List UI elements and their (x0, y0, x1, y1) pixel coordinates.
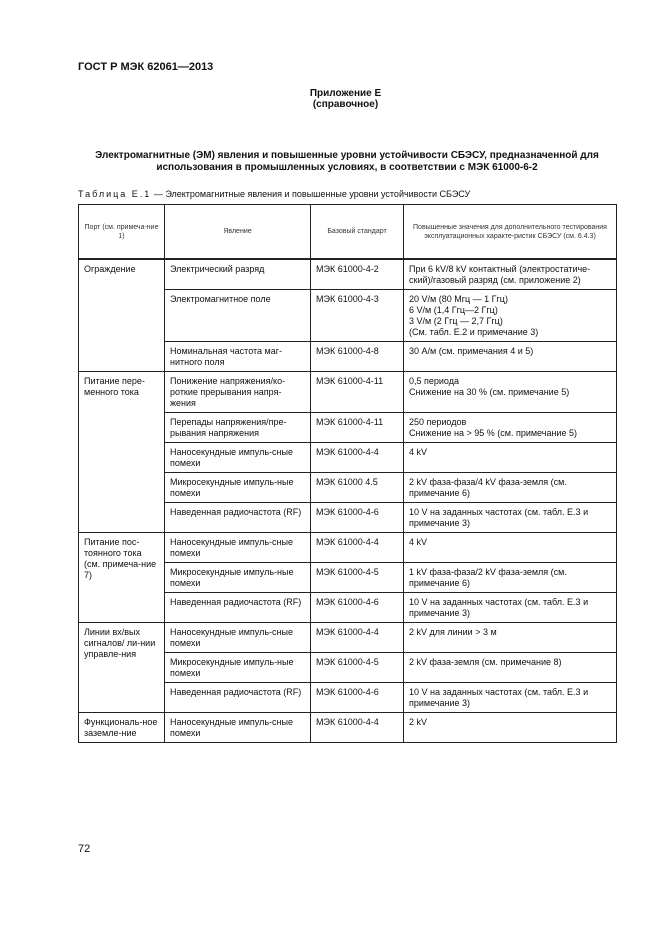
levels-line: (См. табл. Е.2 и примечание 3) (409, 327, 539, 337)
levels-line: 2 kV (409, 717, 428, 727)
standard-cell: МЭК 61000-4-5 (311, 563, 404, 593)
standard-cell: МЭК 61000-4-5 (311, 653, 404, 683)
header-phenomenon: Явление (165, 205, 311, 260)
levels-cell (404, 683, 617, 713)
table-row (79, 713, 617, 743)
table-row (79, 372, 617, 413)
phenomenon-cell: Наносекундные импуль-сные помехи (165, 713, 311, 743)
standard-code: ГОСТ Р МЭК 62061—2013 (78, 61, 214, 73)
standard-cell: МЭК 61000-4-6 (311, 503, 404, 533)
standard-cell: МЭК 61000-4-11 (311, 413, 404, 443)
table-body (79, 259, 617, 743)
standard-cell: МЭК 61000-4-4 (311, 623, 404, 653)
levels-cell (404, 443, 617, 473)
table-row (79, 259, 617, 290)
levels-cell (404, 623, 617, 653)
header-port: Порт (см. примеча-ние 1) (79, 205, 165, 260)
levels-line: 6 V/м (1,4 Ггц—2 Ггц) (409, 305, 498, 315)
header-levels: Повышенные значения для дополнительного тестирования эксплуатационных характе-ристик СБЭСУ (см. 6.4.3) (404, 205, 617, 260)
levels-cell (404, 259, 617, 290)
levels-cell (404, 290, 617, 342)
levels-cell (404, 713, 617, 743)
levels-line: При 6 kV/8 kV контактный (электростатиче-ский)/газовый разряд (см. приложение 2) (409, 264, 591, 285)
levels-line: 10 V на заданных частотах (см. табл. Е.3 и примечание 3) (409, 687, 589, 708)
table-header-row (79, 205, 617, 260)
table-row (79, 533, 617, 563)
annex-note: (справочное) (312, 99, 379, 110)
phenomenon-cell: Микросекундные импуль-ные помехи (165, 473, 311, 503)
page-number: 72 (78, 843, 91, 855)
standard-cell: МЭК 61000-4-6 (311, 593, 404, 623)
phenomenon-cell: Наносекундные импуль-сные помехи (165, 443, 311, 473)
levels-cell (404, 372, 617, 413)
levels-line: 30 А/м (см. примечания 4 и 5) (409, 346, 534, 356)
phenomenon-cell: Наведенная радиочастота (RF) (165, 593, 311, 623)
standard-cell: МЭК 61000-4-4 (311, 443, 404, 473)
standard-cell: МЭК 61000-4-6 (311, 683, 404, 713)
levels-line: 2 kV для линии > 3 м (409, 627, 497, 637)
phenomenon-cell: Электрический разряд (165, 259, 311, 290)
phenomenon-cell: Перепады напряжения/пре-рывания напряжения (165, 413, 311, 443)
port-cell: Питание пере-менного тока (79, 372, 165, 533)
phenomenon-cell: Номинальная частота маг-нитного поля (165, 342, 311, 372)
levels-line: 2 kV фаза-фаза/4 kV фаза-земля (см. примечание 6) (409, 477, 567, 498)
standard-cell: МЭК 61000 4.5 (311, 473, 404, 503)
phenomenon-cell: Наносекундные импуль-сные помехи (165, 623, 311, 653)
phenomenon-cell: Понижение напряжения/ко-роткие прерывания напря-жения (165, 372, 311, 413)
levels-line: 1 kV фаза-фаза/2 kV фаза-земля (см. примечание 6) (409, 567, 567, 588)
standard-cell: МЭК 61000-4-8 (311, 342, 404, 372)
header-standard: Базовый стандарт (311, 205, 404, 260)
levels-line: 10 V на заданных частотах (см. табл. Е.3 и примечание 3) (409, 507, 589, 528)
levels-line: Снижение на > 95 % (см. примечание 5) (409, 428, 577, 438)
levels-cell (404, 563, 617, 593)
section-title: Электромагнитные (ЭМ) явления и повышенные уровни устойчивости СБЭСУ, предназначенной для использования в промышленных условиях, в соответствии с МЭК 61000-6-2 (95, 150, 599, 173)
levels-line: 2 kV фаза-земля (см. примечание 8) (409, 657, 562, 667)
standard-cell: МЭК 61000-4-3 (311, 290, 404, 342)
port-cell: Линии вх/вых сигналов/ ли-нии управле-ния (79, 623, 165, 713)
port-cell: Питание пос-тоянного тока (см. примеча-ние 7) (79, 533, 165, 623)
annex-heading (0, 88, 661, 110)
phenomenon-cell: Наносекундные импуль-сные помехи (165, 533, 311, 563)
phenomenon-cell: Электромагнитное поле (165, 290, 311, 342)
levels-cell (404, 593, 617, 623)
levels-cell (404, 533, 617, 563)
table-caption (78, 189, 470, 199)
levels-line: 250 периодов (409, 417, 467, 427)
port-cell: Функциональ-ное заземле-ние (79, 713, 165, 743)
phenomenon-cell: Микросекундные импуль-ные помехи (165, 653, 311, 683)
emc-table (78, 204, 617, 743)
standard-cell: МЭК 61000-4-11 (311, 372, 404, 413)
levels-line: Снижение на 30 % (см. примечание 5) (409, 387, 570, 397)
annex-title: Приложение Е (309, 88, 382, 99)
phenomenon-cell: Микросекундные импуль-ные помехи (165, 563, 311, 593)
standard-cell: МЭК 61000-4-2 (311, 259, 404, 290)
levels-cell (404, 503, 617, 533)
levels-cell (404, 653, 617, 683)
levels-line: 20 V/м (80 Мгц — 1 Ггц) (409, 294, 508, 304)
levels-line: 10 V на заданных частотах (см. табл. Е.3 и примечание 3) (409, 597, 589, 618)
port-cell: Ограждение (79, 259, 165, 372)
levels-line: 4 kV (409, 447, 428, 457)
levels-cell (404, 413, 617, 443)
table-caption-text: — Электромагнитные явления и повышенные уровни устойчивости СБЭСУ (151, 189, 471, 199)
standard-cell: МЭК 61000-4-4 (311, 713, 404, 743)
phenomenon-cell: Наведенная радиочастота (RF) (165, 503, 311, 533)
table-row (79, 623, 617, 653)
levels-line: 3 V/м (2 Ггц — 2,7 Ггц) (409, 316, 503, 326)
levels-line: 4 kV (409, 537, 428, 547)
levels-line: 0,5 периода (409, 376, 459, 386)
phenomenon-cell: Наведенная радиочастота (RF) (165, 683, 311, 713)
levels-cell (404, 342, 617, 372)
standard-cell: МЭК 61000-4-4 (311, 533, 404, 563)
table-caption-label: Таблица Е.1 (78, 189, 152, 199)
levels-cell (404, 473, 617, 503)
